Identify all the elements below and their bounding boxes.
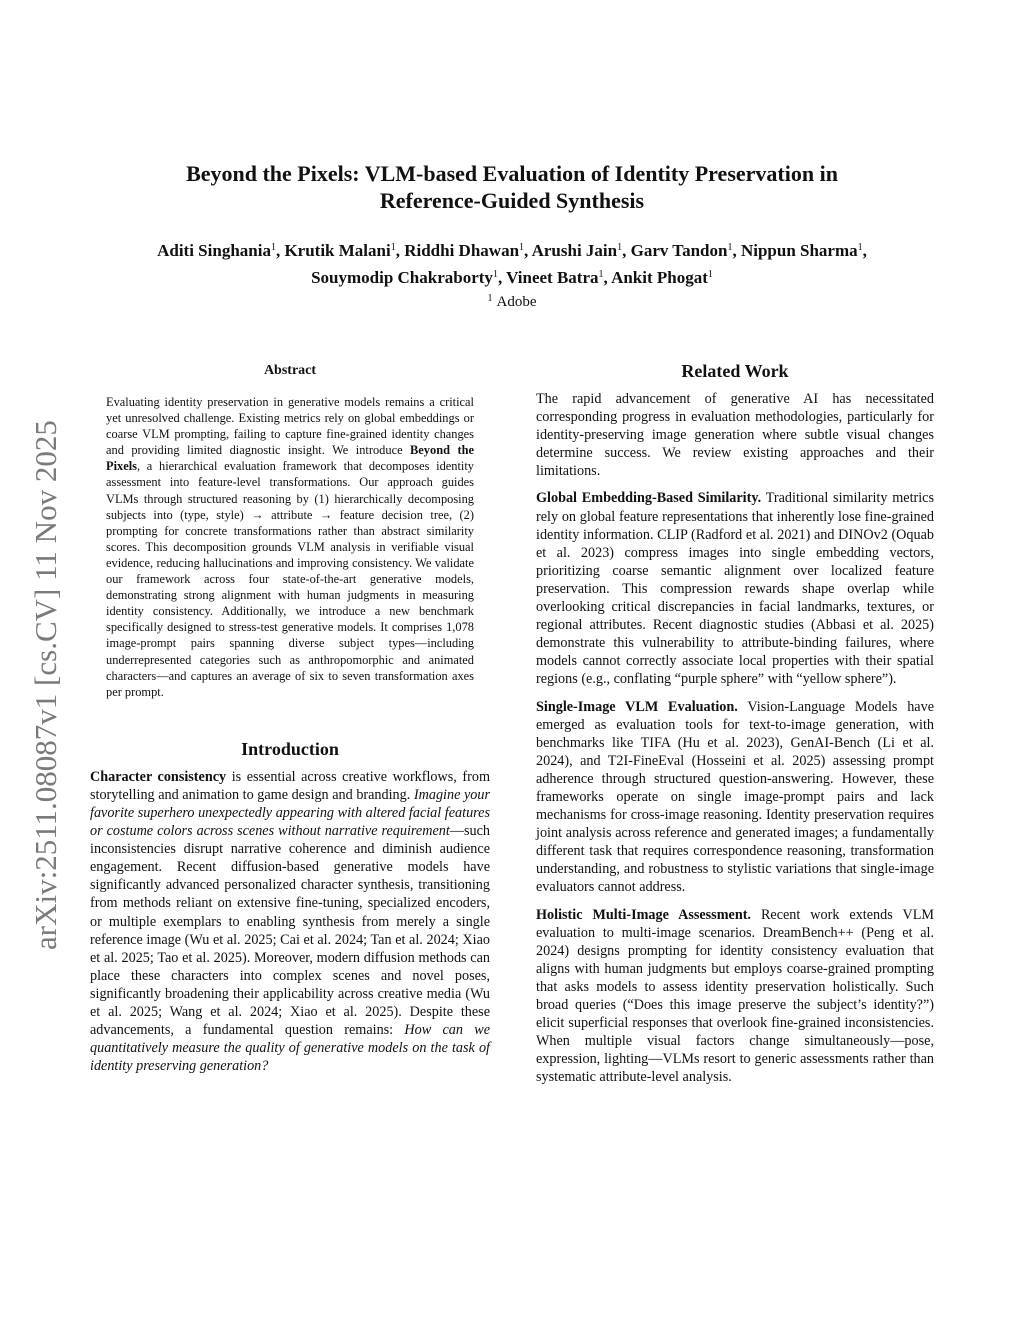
author: Ankit Phogat xyxy=(611,268,708,287)
title-line-1: Beyond the Pixels: VLM-based Evaluation of Identity Preservation in xyxy=(186,161,838,186)
holistic-multi-image-text: Recent work extends VLM evaluation to multi-image scenarios. DreamBench++ (Peng et al. 2024) designs prompting for identity consistency evaluation that aligns with human judgments but employs coarse-grained prompting that asks models to assess identity preservation holistically. Such broad queries (“Does this image preserve the subject’s identity?”) elicit superficial responses that overlook fine-grained inconsistencies. When multiple visual factors change simultaneously—pose, expression, lighting—VLMs resort to generic assessments rather than systematic attribute-level analysis. xyxy=(536,906,934,1086)
author-affiliation-mark: 1 xyxy=(707,269,713,280)
left-column xyxy=(90,362,490,1075)
author: Nippun Sharma xyxy=(740,241,858,260)
affiliation-mark: 1 xyxy=(487,293,493,304)
author: Garv Tandon xyxy=(630,241,728,260)
author: Riddhi Dhawan xyxy=(404,241,520,260)
author: Aditi Singhania xyxy=(157,241,271,260)
abstract-heading: Abstract xyxy=(263,363,317,378)
intro-text-b: —such inconsistencies disrupt narrative coherence and diminish audience engagement. Recent diffusion-based generative models have significantly advanced personalized character synthesis, transitioning from methods reliant on extensive fine-tuning, specialized encoders, or multiple exemplars to enabling synthesis from merely a single reference image (Wu et al. 2025; Cai et al. 2024; Tan et al. 2024; Xiao et al. 2025; Tao et al. 2025). Moreover, modern diffusion methods can place these characters into complex scenes and novel poses, significantly broadening their applicability across creative media (Wu et al. 2025; Wang et al. 2024; Xiao et al. 2025). Despite these advancements, a fundamental question remains: xyxy=(90,823,490,1039)
affiliation-name: Adobe xyxy=(496,294,537,310)
global-embedding-paragraph xyxy=(536,489,934,688)
single-image-vlm-paragraph xyxy=(536,698,934,897)
intro-italic-b: How can we quantitatively measure the quality of generative models on the task of identity preserving generation? xyxy=(90,1022,490,1075)
arxiv-stamp: arXiv:2511.08087v1 [cs.CV] 11 Nov 2025 xyxy=(28,420,63,950)
author-list: Aditi Singhania$^1$, Krutik Malani$^1$, Riddhi Dhawan$^1$, Arushi Jain$^1$, Garv Tandon$^1$, Nippun Sharma$^1$, Souymodip Chakraborty$^1$, Vineet Batra$^1$, Ankit Phogat$^1$ xyxy=(157,241,867,287)
author-affiliation-mark: 1 xyxy=(519,242,525,253)
abstract-text-b: , a hierarchical evaluation framework that decomposes identity assessment into feature-level transformations. Our approach guides VLMs through structured reasoning by (1) hierarchically decomposing subjects into (type, style) → attribute → feature decision tree, (2) prompting for concrete transformations rather than abstract similarity scores. This decomposition grounds VLM analysis in verifiable visual evidence, reducing hallucinations and improving consistency. We validate our framework across four state-of-the-art generative models, demonstrating strong alignment with human judgments in measuring identity consistency. Additionally, we introduce a new benchmark specifically designed to stress-test generative models. It comprises 1,078 image-prompt pairs spanning diverse subject types—including underrepresented categories such as anthropomorphic and animated characters—and captures an average of six to seven transformation axes per prompt. xyxy=(106,459,474,699)
holistic-multi-image-paragraph xyxy=(536,906,934,1087)
abstract-bold-term: Beyond the Pixels xyxy=(106,443,474,474)
abstract-body xyxy=(106,394,474,700)
author-affiliation-mark: 1 xyxy=(492,269,498,280)
author: Vineet Batra xyxy=(506,268,599,287)
related-work-heading: Related Work xyxy=(681,361,789,381)
intro-runin: Character consistency xyxy=(90,768,227,785)
single-image-vlm-text: Vision-Language Models have emerged as evaluation tools for text-to-image generation, with benchmarks like TIFA (Hu et al. 2023), GenAI-Bench (Li et al. 2024), and T2I-FineEval (Hosseini et al. 2025) assessing prompt adherence through structured question-answering. However, these frameworks operate on single image-prompt pairs and lack mechanisms for cross-image reasoning. Identity preservation requires joint analysis across reference and generated images; a fundamentally different task that requires correspondence reasoning, transformation understanding, and robustness to stylistic variations that single-image evaluators cannot address. xyxy=(536,698,934,896)
author: Arushi Jain xyxy=(531,241,618,260)
author-affiliation-mark: 1 xyxy=(857,242,863,253)
single-image-vlm-runin: Single-Image VLM Evaluation. xyxy=(536,698,738,715)
intro-italic-a: Imagine your favorite superhero unexpectedly appearing with altered facial features or costume colors across scenes without narrative requirement xyxy=(90,786,490,840)
introduction-heading: Introduction xyxy=(241,738,339,759)
abstract-section xyxy=(106,362,474,700)
author-affiliation-mark: 1 xyxy=(617,242,623,253)
related-work-intro: The rapid advancement of generative AI has necessitated corresponding progress in evaluation methodologies, particularly for identity-preserving image generation where subtle visual changes determine success. We review existing approaches and their limitations. xyxy=(536,391,934,480)
holistic-multi-image-runin: Holistic Multi-Image Assessment. xyxy=(536,906,751,923)
author: Souymodip Chakraborty xyxy=(311,268,493,287)
introduction-body xyxy=(90,768,490,1076)
author: Krutik Malani xyxy=(284,241,391,260)
author-affiliation-mark: 1 xyxy=(598,269,604,280)
author-affiliation-mark: 1 xyxy=(390,242,396,253)
abstract-text-a: Evaluating identity preservation in generative models remains a critical yet unresolved challenge. Existing metrics rely on global embeddings or coarse VLM prompting, failing to capture fine-grained identity changes and providing limited diagnostic insight. We introduce xyxy=(106,395,474,458)
intro-text-a: is essential across creative workflows, from storytelling and animation to game design and branding. xyxy=(90,768,490,803)
title-line-2: Reference-Guided Synthesis xyxy=(379,188,645,213)
author-affiliation-mark: 1 xyxy=(270,242,276,253)
author-affiliation-mark: 1 xyxy=(727,242,733,253)
paper-title xyxy=(120,160,904,214)
right-column xyxy=(536,360,934,1086)
global-embedding-runin: Global Embedding-Based Similarity. xyxy=(536,490,762,507)
global-embedding-text: Traditional similarity metrics rely on global feature representations that inherently lose fine-grained identity information. CLIP (Radford et al. 2021) and DINOv2 (Oquab et al. 2023) compress images into single embedding vectors, prioritizing coarse semantic alignment over localized feature preservation. This compression rewards shape overlap while overlooking critical discrepancies in facial landmarks, textures, or regional attributes. Recent diagnostic studies (Abbasi et al. 2025) demonstrate this vulnerability to attribute-binding failures, where models cannot correctly associate local properties with their spatial regions (e.g., conflating “purple sphere” with “yellow sphere”). xyxy=(536,490,934,688)
affiliation xyxy=(312,290,712,311)
